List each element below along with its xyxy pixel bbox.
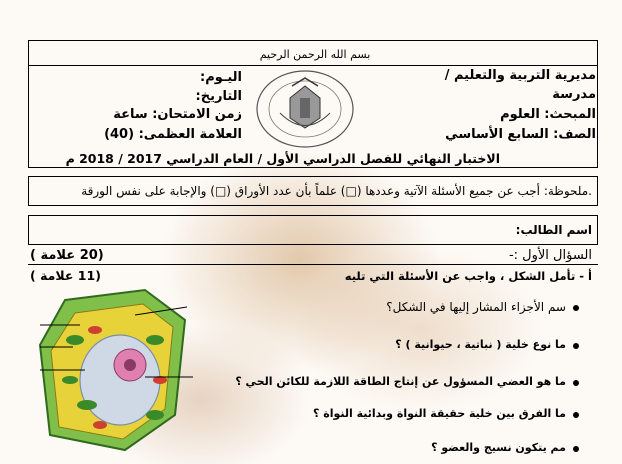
subject-line: المبحث: العلوم <box>500 107 596 122</box>
question-item-5: مم يتكون نسيج والعضو ؟ <box>431 441 566 454</box>
bullet-4 <box>573 412 579 418</box>
plant-cell-diagram <box>35 285 195 460</box>
max-marks-line: العلامة العظمى: (40) <box>104 127 242 142</box>
school-line: مدرسة <box>552 87 596 102</box>
question-item-2: ما نوع خلية ( نباتية ، حيوانية ) ؟ <box>395 338 566 351</box>
student-name-box <box>28 215 598 245</box>
ministry-logo <box>250 68 360 150</box>
date-line: التاريخ: <box>195 89 242 104</box>
bullet-1 <box>573 305 579 311</box>
exam-title: الاختبار النهائي للفصل الدراسي الأول / العام الدراسي 2017 / 2018 م <box>65 151 500 166</box>
question1-marks: (20 علامة ) <box>30 248 104 263</box>
question1-title: السؤال الأول :- <box>508 248 592 263</box>
note-text: .ملحوظة: أجب عن جميع الأسئلة الآتية وعددها (□) علماً بأن عدد الأوراق (□) والإجابة على نفس الورقة <box>81 184 592 198</box>
grade-line: الصف: السابع الأساسي <box>445 127 596 142</box>
part-a-marks: (11 علامة ) <box>30 268 101 283</box>
duration-line: زمن الامتحان: ساعة <box>113 107 242 122</box>
bullet-2 <box>573 343 579 349</box>
bullet-5 <box>573 446 579 452</box>
question-item-4: ما الفرق بين خلية حقيقة النواة وبدائية النواة ؟ <box>313 407 566 420</box>
part-a-title: أ - تأمل الشكل ، واجب عن الأسئلة التي تليه <box>344 269 592 283</box>
bullet-3 <box>573 380 579 386</box>
question1-underline <box>28 264 598 265</box>
day-line: اليـوم: <box>200 70 242 85</box>
student-name-label: اسم الطالب: <box>515 223 592 237</box>
question-item-3: ما هو العضي المسؤول عن إنتاج الطاقة اللازمة للكائن الحي ؟ <box>235 375 566 388</box>
question-item-1: سم الأجزاء المشار إليها في الشكل؟ <box>386 300 566 314</box>
exam-title-underline <box>150 167 470 168</box>
directorate-line: مديرية التربية والتعليم / <box>444 68 596 83</box>
basmala: بسم الله الرحمن الرحيم <box>259 48 371 61</box>
header-divider <box>28 65 598 66</box>
